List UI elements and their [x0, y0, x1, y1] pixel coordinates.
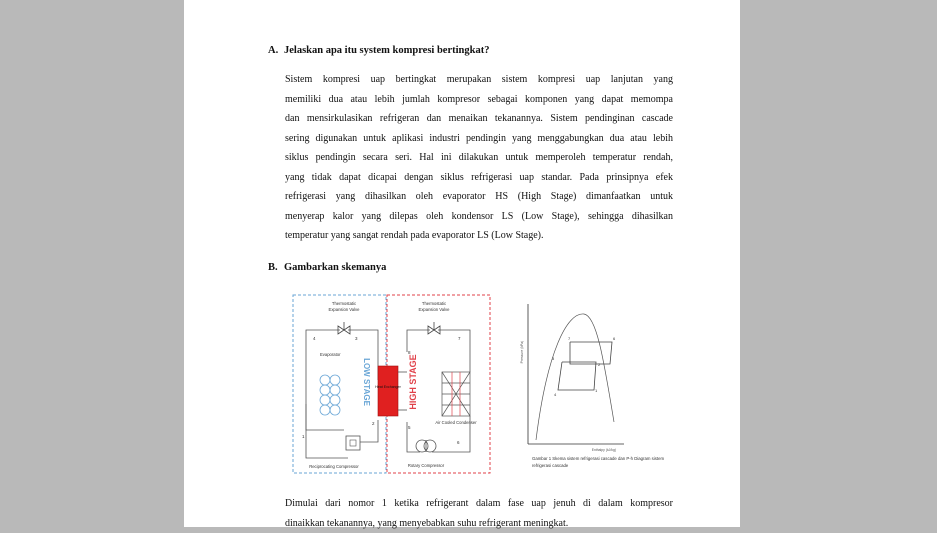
heat-exchanger-icon	[378, 366, 398, 416]
rotary-compressor-icon	[416, 440, 436, 452]
ph-y-label: Pressure (kPa)	[520, 341, 524, 364]
figure-caption-line-2: refrigerasi cascade	[532, 463, 569, 468]
paragraph-line: dinaikkan tekanannya, yang menyebabkan suhu refrigerant meningkat.	[285, 514, 673, 533]
closing-paragraph	[285, 494, 673, 533]
saturation-dome	[536, 314, 614, 440]
recip-compressor-label: Reciprocating Compressor	[309, 464, 359, 469]
svg-text:7: 7	[458, 336, 461, 341]
air-condenser-label: Air Cooled Condenser	[435, 420, 477, 425]
paragraph-line: temperatur yang sangat rendah pada evaporator LS (Low Stage).	[285, 226, 673, 246]
section-a-title: Jelaskan apa itu system kompresi bertingkat?	[284, 45, 489, 56]
svg-text:6: 6	[457, 440, 460, 445]
evaporator-coil-icon	[320, 375, 340, 415]
svg-text:3: 3	[355, 336, 358, 341]
svg-text:7: 7	[568, 336, 571, 341]
section-a-letter: A.	[268, 45, 284, 56]
high-stage-cycle	[570, 342, 612, 364]
svg-text:1: 1	[302, 434, 305, 439]
reciprocating-compressor-icon	[346, 436, 360, 450]
paragraph-line: memiliki dua atau lebih jumlah kompresor sebagai komponen yang dapat memompa	[285, 90, 673, 110]
paragraph-line: menyerap kalor yang dilepas oleh kondensor LS (Low Stage), sehingga dihasilkan	[285, 207, 673, 227]
rotary-compressor-label: Rotary Compressor	[408, 463, 445, 468]
svg-text:6: 6	[613, 336, 616, 341]
paragraph-line: sering digunakan untuk aplikasi industri pendingin yang menggabungkan dua atau lebih	[285, 129, 673, 149]
paragraph-line: siklus pendingin secara seri. Hal ini dilakukan untuk memperoleh temperatur rendah,	[285, 148, 673, 168]
paragraph-line: yang tidak dapat dicapai dengan siklus refrigerasi uap standar. Pada prinsipnya efek	[285, 168, 673, 188]
high-stage-label: HIGH STAGE	[408, 354, 418, 409]
cascade-schematic-figure	[292, 292, 642, 482]
high-stage-boundary	[387, 295, 490, 473]
ph-diagram	[520, 304, 624, 452]
paragraph-line: Dimulai dari nomor 1 ketika refrigerant dalam fase uap jenuh di dalam kompresor	[285, 494, 673, 514]
svg-text:8: 8	[408, 350, 411, 355]
low-valve-label: Thermostatic	[332, 301, 356, 306]
svg-text:2: 2	[598, 362, 601, 367]
air-cooled-condenser-icon	[442, 372, 470, 416]
svg-text:Expansion Valve: Expansion Valve	[419, 307, 451, 312]
low-stage-label: LOW STAGE	[362, 358, 371, 407]
paragraph-line: Sistem kompresi uap bertingkat merupakan sistem kompresi uap lanjutan yang	[285, 70, 673, 90]
figure-caption-line-1: Gambar 1 Skema sistem refrigerasi cascade dan P-h Diagram sistem	[532, 456, 664, 461]
paragraph-line: dan mensirkulasikan refrigeran dan menaikan tekanannya. Sistem pendinginan cascade	[285, 109, 673, 129]
ph-x-label: Enthalpy (kJ/kg)	[592, 448, 616, 452]
svg-text:4: 4	[554, 392, 557, 397]
low-stage-cycle	[558, 362, 596, 390]
section-b-heading	[268, 262, 386, 273]
low-stage-boundary	[293, 295, 386, 473]
heat-exchanger-label: Heat Exchanger	[375, 385, 402, 389]
svg-text:3: 3	[552, 356, 555, 361]
svg-text:Expansion Valve: Expansion Valve	[329, 307, 361, 312]
svg-text:2: 2	[372, 421, 375, 426]
section-b-title: Gambarkan skemanya	[284, 262, 386, 273]
paragraph-line: refrigerasi yang dihasilkan oleh evaporator HS (High Stage) dimanfaatkan untuk	[285, 187, 673, 207]
svg-text:1: 1	[595, 388, 598, 393]
high-valve-label: Thermostatic	[422, 301, 446, 306]
section-a-heading	[268, 45, 489, 56]
document-page	[184, 0, 740, 527]
svg-text:5: 5	[408, 425, 411, 430]
svg-text:4: 4	[313, 336, 316, 341]
section-a-paragraph	[285, 70, 673, 246]
evaporator-label: Evaporator	[320, 352, 341, 357]
section-b-letter: B.	[268, 262, 284, 273]
